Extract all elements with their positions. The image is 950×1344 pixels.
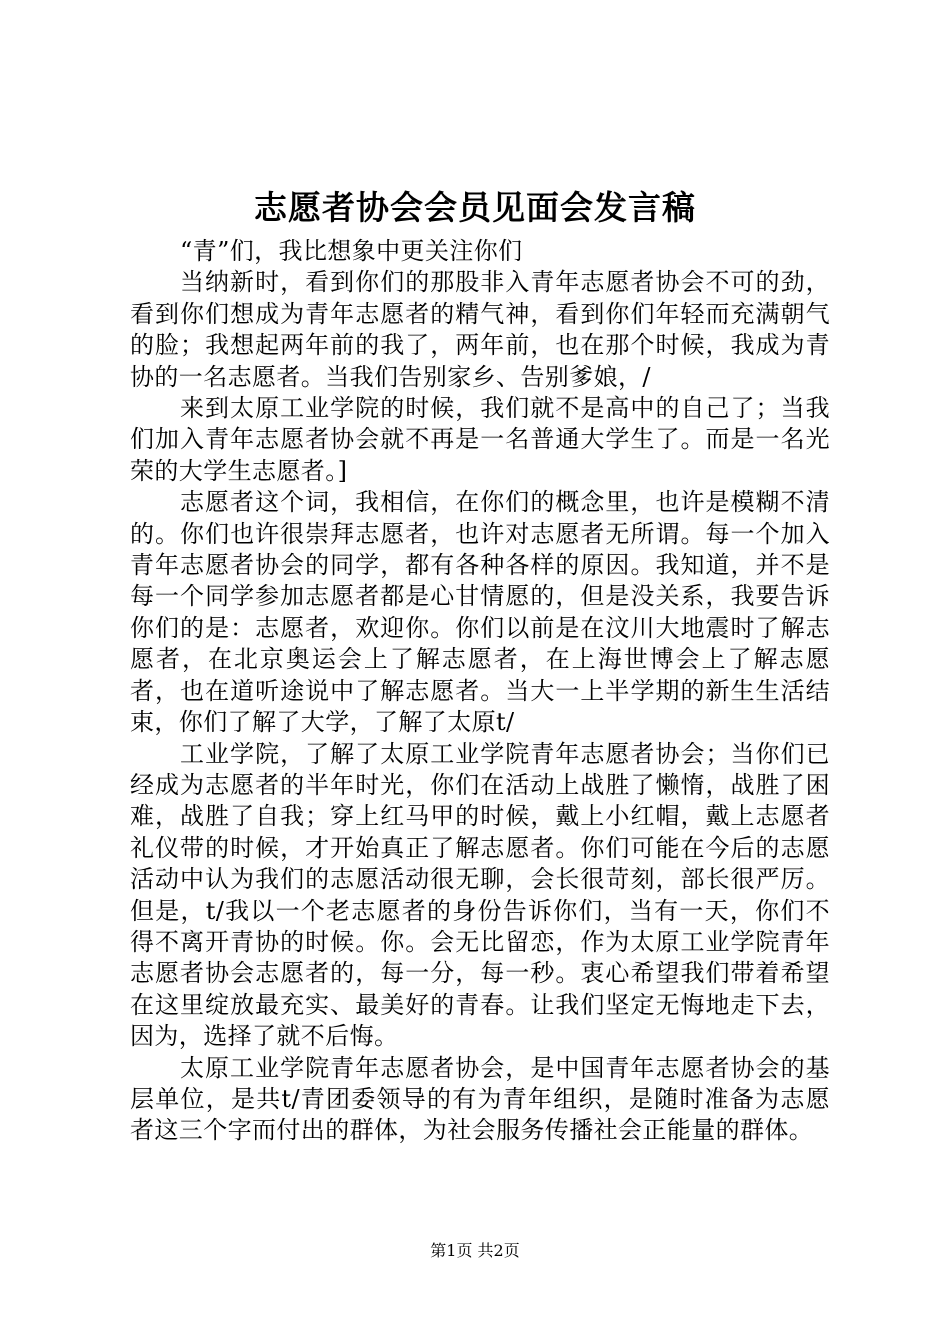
paragraph-3: 来到太原工业学院的时候，我们就不是高中的自己了；当我们加入青年志愿者协会就不再是一名普通大学生了。而是一名光荣的大学生志愿者。] xyxy=(130,394,830,485)
page-footer: 第1页 共2页 xyxy=(430,1241,520,1260)
paragraph-1: “青”们，我比想象中更关注你们 xyxy=(180,237,523,265)
paragraph-4: 志愿者这个词，我相信，在你们的概念里，也许是模糊不清的。你们也许很崇拜志愿者，也许对志愿者无所谓。每一个加入青年志愿者协会的同学，都有各种各样的原因。我知道，并不是每一个同学参加志愿者都是心甘情愿的，但是没关系，我要告诉你们的是：志愿者，欢迎你。你们以前是在汶川大地震时了解志愿者，在北京奥运会上了解志愿者，在上海世博会上了解志愿者，也在道听途说中了解志愿者。当大一上半学期的新生生活结束，你们了解了大学，了解了太原t/ xyxy=(130,488,830,737)
paragraph-2: 当纳新时，看到你们的那股非入青年志愿者协会不可的劲，看到你们想成为青年志愿者的精气神，看到你们年轻而充满朝气的脸；我想起两年前的我了，两年前，也在那个时候，我成为青协的一名志愿者。当我们告别家乡、告别爹娘，/ xyxy=(130,268,830,391)
document-body xyxy=(130,236,830,1147)
document-title: 志愿者协会会员见面会发言稿 xyxy=(254,188,696,227)
paragraph-6: 太原工业学院青年志愿者协会，是中国青年志愿者协会的基层单位，是共t/青团委领导的有为青年组织，是随时准备为志愿者这三个字而付出的群体，为社会服务传播社会正能量的群体。 xyxy=(130,1053,830,1145)
paragraph-5: 工业学院，了解了太原工业学院青年志愿者协会；当你们已经成为志愿者的半年时光，你们在活动上战胜了懒惰，战胜了困难，战胜了自我；穿上红马甲的时候，戴上小红帽，戴上志愿者礼仪带的时候，才开始真正了解志愿者。你们可能在今后的志愿活动中认为我们的志愿活动很无聊，会长很苛刻，部长很严厉。但是，t/我以一个老志愿者的身份告诉你们，当有一天，你们不得不离开青协的时候。你。会无比留恋，作为太原工业学院青年志愿者协会志愿者的，每一分，每一秒。衷心希望我们带着希望在这里绽放最充实、最美好的青春。让我们坚定无悔地走下去，因为，选择了就不后悔。 xyxy=(130,739,830,1051)
